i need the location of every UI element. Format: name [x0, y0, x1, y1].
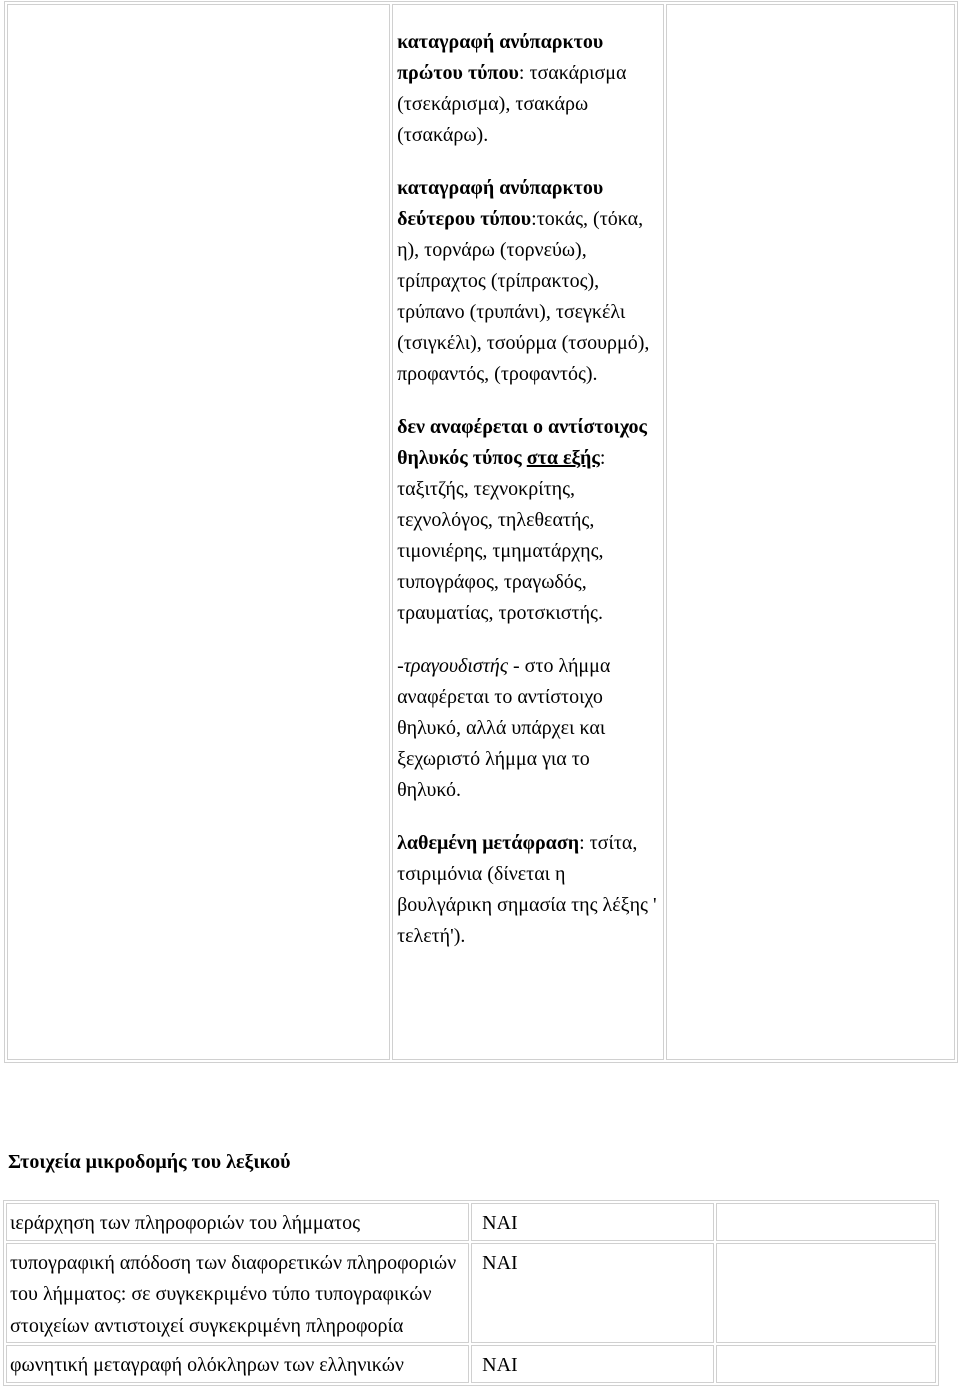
mistranslation-label: λαθεμένη μετάφραση	[397, 832, 580, 854]
singer-text: - στο λήμμα αναφέρεται το αντίστοιχο θηλυκό, αλλά υπάρχει και ξεχωριστό λήμμα για το θηλυκό.	[397, 655, 611, 801]
section-heading: Στοιχεία μικροδομής του λεξικού	[8, 1151, 291, 1173]
feminine-label: δεν αναφέρεται ο αντίστοιχος θηλυκός τύπος	[397, 416, 647, 469]
note-cell	[716, 1243, 936, 1344]
mistranslation-block	[397, 828, 659, 952]
criterion-cell: ιεράρχηση των πληροφοριών του λήμματος	[6, 1203, 469, 1241]
mistranslation-text: : τσίτα, τσιριμόνια (δίνεται η βουλγάρικη σημασία της λέξης ' τελετή').	[397, 832, 657, 947]
table-row	[6, 1203, 936, 1241]
value-cell: ΝΑΙ	[471, 1243, 714, 1344]
review-row	[7, 4, 955, 1060]
type2-label: καταγραφή ανύπαρκτου δεύτερου τύπου	[397, 177, 604, 230]
note-cell	[716, 1203, 936, 1241]
empty-right-cell	[666, 4, 955, 1060]
type1-block	[397, 27, 659, 151]
empty-left-cell	[7, 4, 390, 1060]
singer-block	[397, 651, 659, 806]
findings-cell	[392, 4, 664, 1060]
singer-prefix: -	[397, 655, 404, 677]
table-row	[6, 1345, 936, 1383]
criterion-cell: τυπογραφική απόδοση των διαφορετικών πληροφοριών του λήμματος: σε συγκεκριμένο τύπο τυπογραφικών στοιχείων αντιστοιχεί συγκεκριμένη πληροφορία	[6, 1243, 469, 1344]
value-cell: ΝΑΙ	[471, 1203, 714, 1241]
microstructure-table	[3, 1200, 939, 1386]
feminine-text: : ταξιτζής, τεχνοκρίτης, τεχνολόγος, τηλεθεατής, τιμονιέρης, τμηματάρχης, τυπογράφος, τραγωδός, τραυματίας, τροτσκιστής.	[397, 447, 606, 624]
type2-text: :τοκάς, (τόκα, η), τορνάρω (τορνεύω), τρίπραχτος (τρίπρακτος), τρύπανο (τρυπάνι), τσεγκέλι (τσιγκέλι), τσούρμα (τσουρμό), προφαντός, (τροφαντός).	[397, 208, 650, 385]
criterion-cell: φωνητική μεταγραφή ολόκληρων των ελληνικών	[6, 1345, 469, 1383]
type2-block	[397, 173, 659, 390]
singer-word: τραγουδιστής	[403, 655, 508, 677]
type1-label: καταγραφή ανύπαρκτου πρώτου τύπου	[397, 31, 604, 84]
type1-text: : τσακάρισμα (τσεκάρισμα), τσακάρω (τσακάρω).	[397, 62, 627, 146]
table-row	[6, 1243, 936, 1344]
note-cell	[716, 1345, 936, 1383]
feminine-block	[397, 412, 659, 629]
feminine-label-underlined: στα εξής	[526, 447, 600, 469]
value-cell: ΝΑΙ	[471, 1345, 714, 1383]
review-table	[4, 1, 958, 1063]
